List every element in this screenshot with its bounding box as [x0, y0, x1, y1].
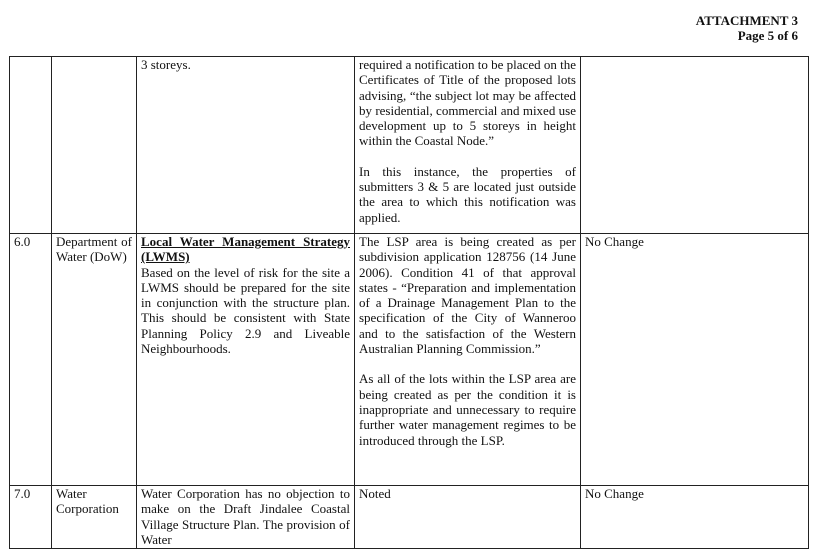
table-row	[10, 57, 809, 234]
table-row	[10, 234, 809, 486]
recommendation-cell: No Change	[581, 486, 809, 549]
row-number: 6.0	[10, 234, 52, 486]
summary-cell	[137, 234, 355, 486]
response-paragraph: In this instance, the properties of submitters 3 & 5 are located just outside the area to which this notification was applied.	[359, 163, 576, 225]
response-cell: Noted	[355, 486, 581, 549]
recommendation-cell: No Change	[581, 234, 809, 486]
submitter-cell: Water Corporation	[52, 486, 137, 549]
summary-heading: Local Water Management Strategy (LWMS)	[141, 234, 350, 265]
summary-cell: 3 storeys.	[137, 57, 355, 234]
submitter-cell: Department of Water (DoW)	[52, 234, 137, 486]
response-cell	[355, 234, 581, 486]
response-paragraph: The LSP area is being created as per subdivision application 128756 (14 June 2006). Condition 41 of that approval states - “Preparation and implementation of a Drainage Management Plan to the specification of the City of Wanneroo and to the satisfaction of the Western Australian Planning Commission.”	[359, 234, 576, 357]
summary-text: Based on the level of risk for the site a LWMS should be prepared for the site in conjunction with the structure plan. This should be consistent with State Planning Policy 2.9 and Liveable Neighbourhoods.	[141, 264, 350, 357]
page-number: Page 5 of 6	[737, 28, 798, 43]
row-number: 7.0	[10, 486, 52, 549]
recommendation-cell	[581, 57, 809, 234]
summary-cell: Water Corporation has no objection to make on the Draft Jindalee Coastal Village Structure Plan. The provision of Water	[137, 486, 355, 549]
row-number	[10, 57, 52, 234]
response-cell	[355, 57, 581, 234]
submissions-table	[9, 56, 809, 549]
submitter-cell	[52, 57, 137, 234]
response-paragraph: required a notification to be placed on the Certificates of Title of the proposed lots advising, “the subject lot may be affected by residential, commercial and mixed use development up to 5 storeys in height within the Coastal Node.”	[359, 57, 576, 149]
response-paragraph: As all of the lots within the LSP area are being created as per the condition it is inappropriate and unnecessary to require further water management regimes to be introduced through the LSP.	[359, 371, 576, 448]
table-row	[10, 486, 809, 549]
page-header	[696, 13, 798, 43]
attachment-label: ATTACHMENT 3	[695, 13, 798, 28]
